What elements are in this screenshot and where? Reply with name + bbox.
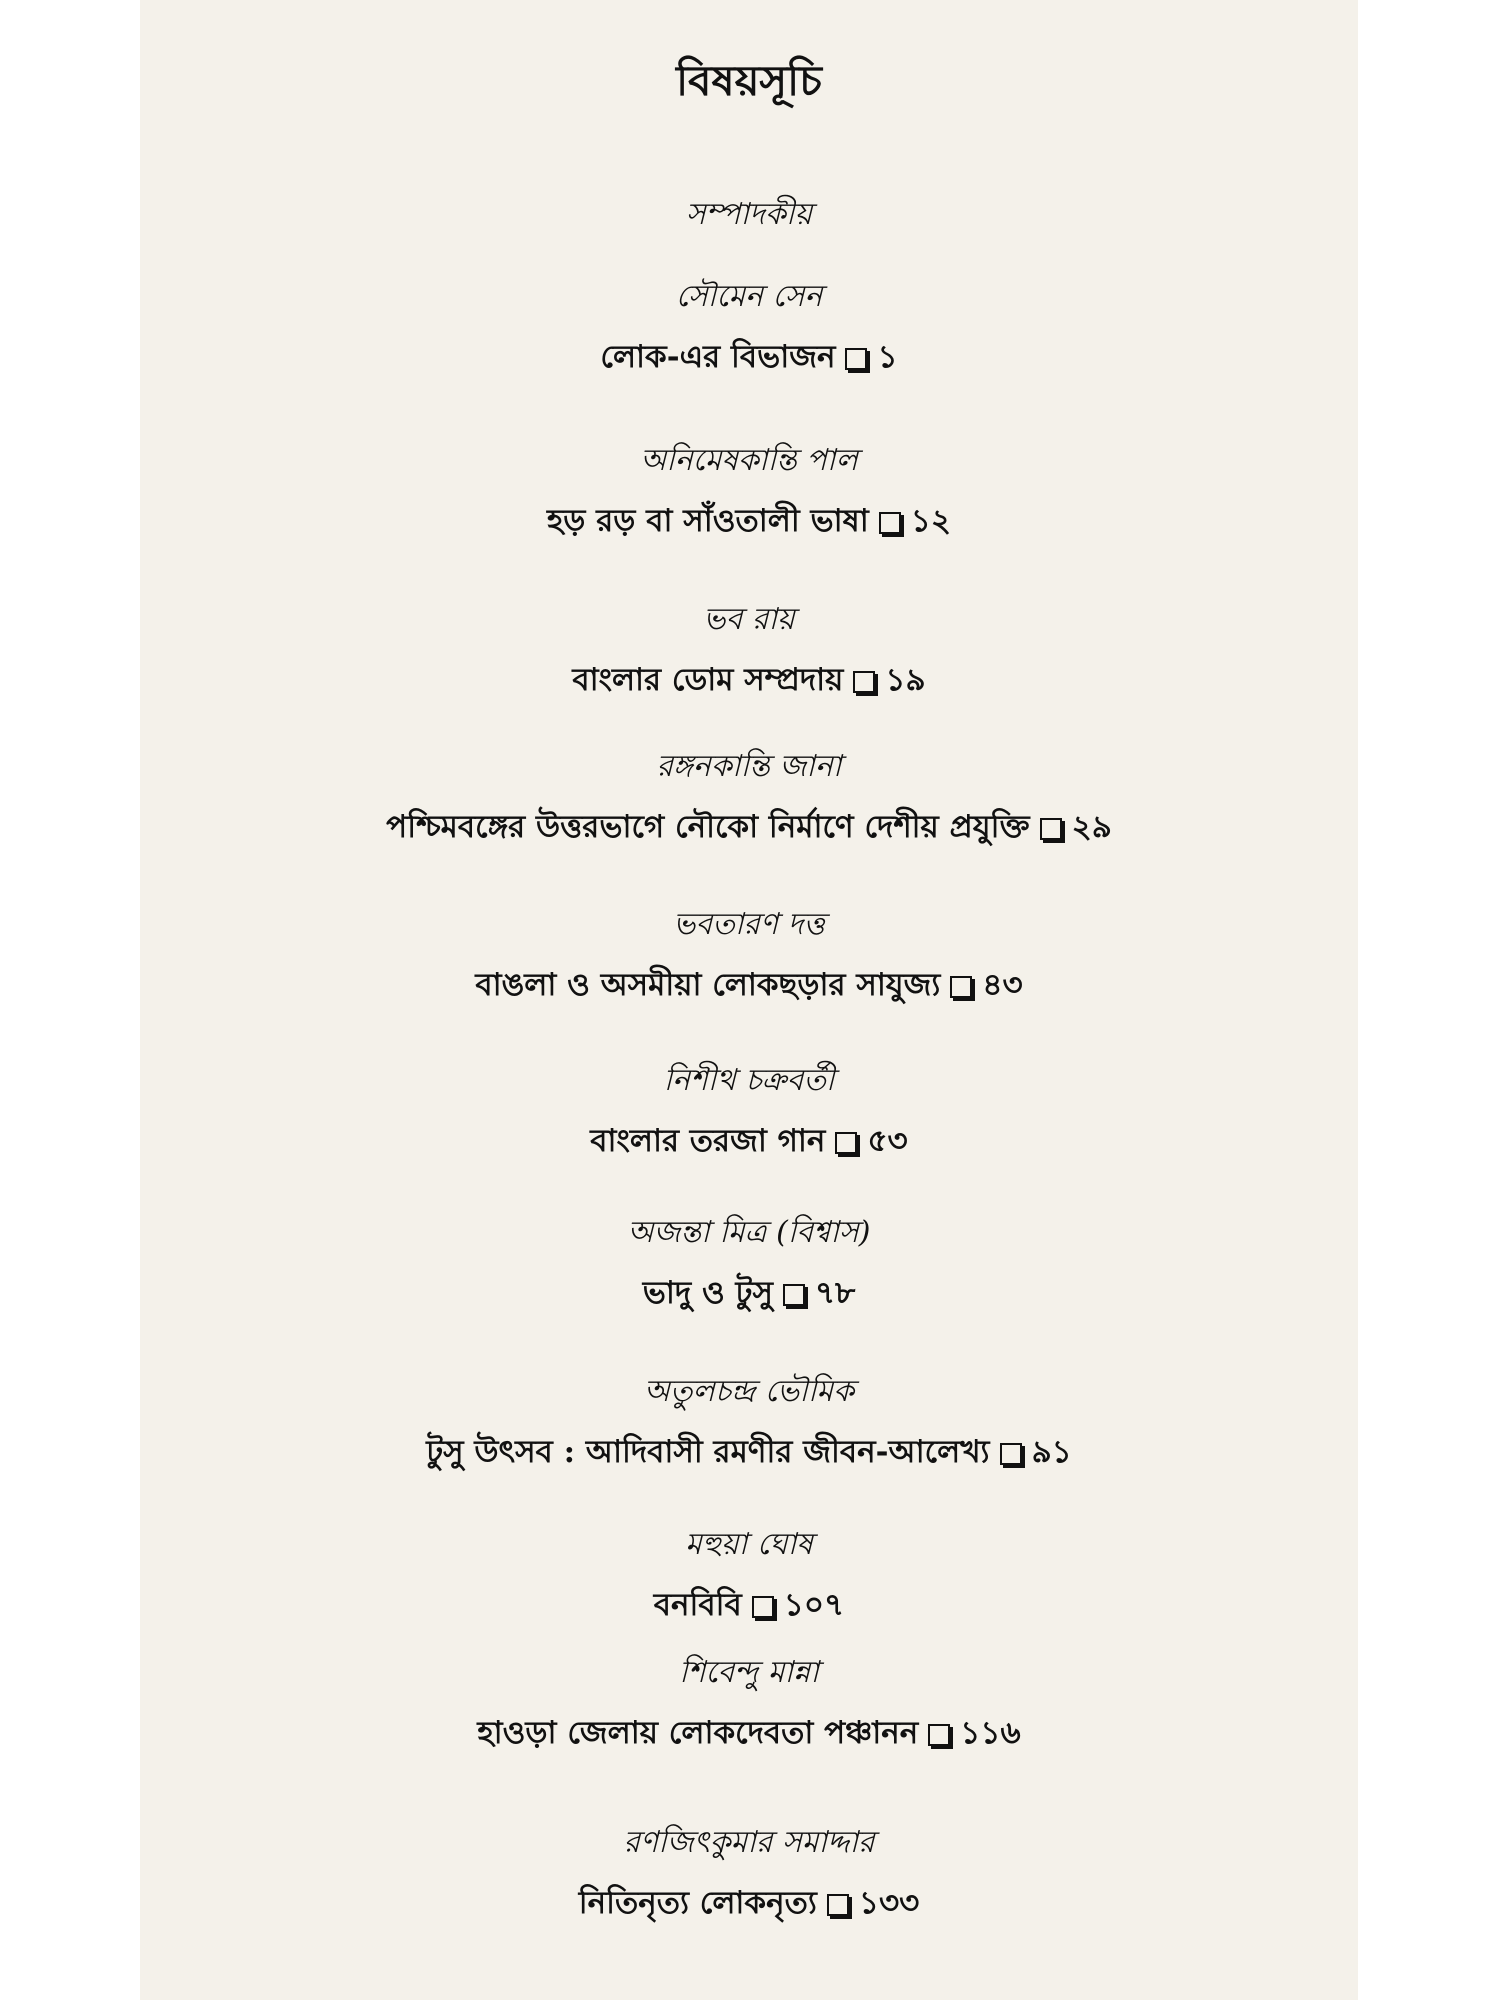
entry-line xyxy=(140,333,1358,385)
entry-author: সৌমেন সেন xyxy=(675,279,823,314)
entry-title: ভাদু ও টুসু xyxy=(642,1275,773,1311)
entry-author: অনিমেষকান্তি পাল xyxy=(640,443,858,478)
entry-line xyxy=(140,497,1358,549)
entry-title: টুসু উৎসব : আদিবাসী রমণীর জীবন-আলেখ্য xyxy=(426,1434,990,1470)
toc-entry xyxy=(140,1648,1358,1761)
toc-entry xyxy=(140,1520,1358,1633)
entry-title: হড় রড় বা সাঁওতালী ভাষা xyxy=(547,503,869,539)
book-page xyxy=(140,0,1358,2000)
toc-entry xyxy=(140,272,1358,385)
entry-author: মহুয়া ঘোষ xyxy=(685,1527,813,1562)
entry-page-number: ২৯ xyxy=(1071,809,1112,845)
box-bullet-icon xyxy=(950,976,972,998)
entry-title: পশ্চিমবঙ্গের উত্তরভাগে নৌকো নির্মাণে দেশীয় প্রযুক্তি xyxy=(386,809,1030,845)
entry-line xyxy=(140,1709,1358,1761)
box-bullet-icon xyxy=(928,1724,950,1746)
toc-entry xyxy=(140,742,1358,855)
toc-entry xyxy=(140,900,1358,1013)
entry-author: অতুলচন্দ্র ভৌমিক xyxy=(643,1374,855,1409)
entry-line xyxy=(140,1117,1358,1169)
entry-title: বাঙলা ও অসমীয়া লোকছড়ার সাযুজ্য xyxy=(475,967,941,1003)
toc-entry xyxy=(140,1056,1358,1169)
entry-title: হাওড়া জেলায় লোকদেবতা পঞ্চানন xyxy=(477,1715,919,1751)
entry-line xyxy=(140,1428,1358,1480)
box-bullet-icon xyxy=(752,1596,774,1618)
entry-line xyxy=(140,656,1358,708)
entry-author: ভব রায় xyxy=(703,602,795,637)
entry-page-number: ১২ xyxy=(910,503,951,539)
toc-entry xyxy=(140,1818,1358,1931)
entry-page-number: ১৯ xyxy=(885,662,926,698)
box-bullet-icon xyxy=(827,1894,849,1916)
entry-author: রঙ্গনকান্তি জানা xyxy=(656,749,842,784)
entry-page-number: ১০৭ xyxy=(783,1587,845,1623)
toc-entry xyxy=(140,595,1358,708)
box-bullet-icon xyxy=(1040,818,1062,840)
entry-line xyxy=(140,1581,1358,1633)
toc-entry xyxy=(140,1367,1358,1480)
entry-author: নিশীথ চক্রবর্তী xyxy=(663,1063,835,1098)
entry-page-number: ৪৩ xyxy=(982,967,1023,1003)
entry-title: বাংলার ডোম সম্প্রদায় xyxy=(572,662,844,698)
entry-title: বাংলার তরজা গান xyxy=(590,1123,826,1159)
toc-entry xyxy=(140,436,1358,549)
toc-entry xyxy=(140,1208,1358,1321)
entry-page-number: ১১৬ xyxy=(960,1715,1021,1751)
box-bullet-icon xyxy=(835,1132,857,1154)
entry-title: নিতিনৃত্য লোকনৃত্য xyxy=(578,1885,817,1921)
entry-page-number: ১৩৩ xyxy=(858,1885,920,1921)
section-heading: সম্পাদকীয় xyxy=(685,197,813,232)
entry-line xyxy=(140,961,1358,1013)
entry-page-number: ১ xyxy=(877,339,898,375)
entry-line xyxy=(140,803,1358,855)
box-bullet-icon xyxy=(783,1284,805,1306)
entry-title: বনবিবি xyxy=(653,1587,742,1623)
entry-line xyxy=(140,1879,1358,1931)
page-title: বিষয়সূচি xyxy=(676,56,822,105)
box-bullet-icon xyxy=(1000,1443,1022,1465)
box-bullet-icon xyxy=(879,512,901,534)
entry-title: লোক-এর বিভাজন xyxy=(600,339,836,375)
box-bullet-icon xyxy=(845,348,867,370)
entry-line xyxy=(140,1269,1358,1321)
box-bullet-icon xyxy=(853,671,875,693)
entry-page-number: ৭৮ xyxy=(814,1275,856,1311)
entry-page-number: ৫৩ xyxy=(867,1123,908,1159)
entry-author: শিবেন্দু মান্না xyxy=(679,1655,819,1690)
entry-author: অজন্তা মিত্র (বিশ্বাস) xyxy=(627,1215,871,1250)
entry-author: রণজিৎকুমার সমাদ্দার xyxy=(623,1825,875,1860)
entry-page-number: ৯১ xyxy=(1031,1434,1072,1470)
entry-author: ভবতারণ দত্ত xyxy=(673,907,825,942)
